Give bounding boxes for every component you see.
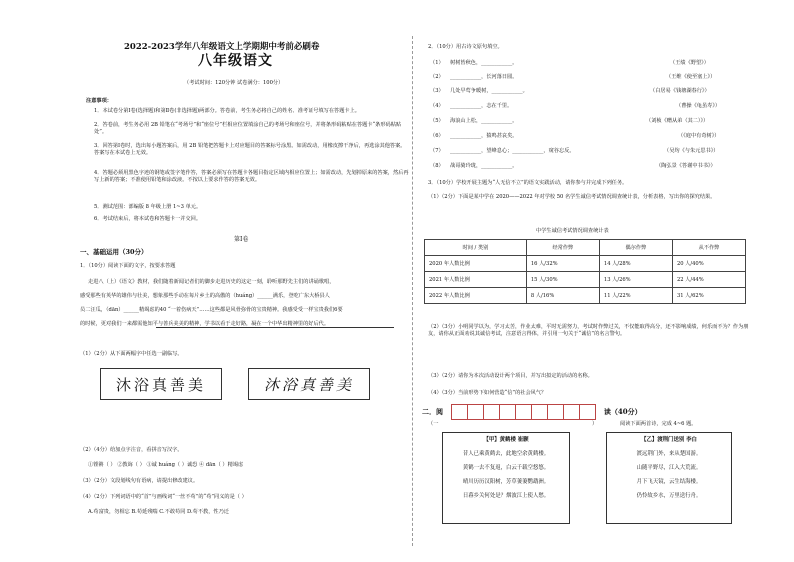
passage-line-2: 感受那些有英华的雄伟与壮美，想象那些手动在每片乡土的高傲的（huáng）______满乐，登吃广东大桥县人: [80, 293, 330, 299]
exam-title: 2022-2023学年八年级语文上学期期中考前必刷卷: [124, 42, 320, 52]
recite-3-label: （3）: [430, 88, 444, 94]
note-4: 4．答题必须用黑色字迹的钢笔或签字笔作答，答案必须写在答题卡各题目指定区域内相应位置上；如需改动，先划掉原来的答案，然后再写上新的答案；不准使用铅笔和涂改液。不按以上要求作答的答案无效。: [94, 170, 409, 183]
question-1-1: （1）（2分）从下面两幅字中任选一副临写。: [80, 351, 183, 357]
poem-b-line: 仍怜故乡水，万里送行舟。: [636, 493, 702, 499]
score-cell: [467, 404, 484, 420]
left-column: [80, 0, 410, 562]
table-row: [425, 288, 746, 304]
recite-6-text: ____________，猿鸣甚哀矣。: [450, 133, 518, 139]
score-cell: [547, 404, 564, 420]
recite-2-source: （王维《使至塞上》）: [666, 74, 716, 80]
survey-table-title: 中学生诚信考试情况调查统计表: [536, 228, 609, 234]
poem-b-line: 月下飞天镜，云生结海楼。: [636, 479, 702, 485]
table-header-row: [425, 240, 746, 256]
poem-a-line: 日暮乡关何处是？烟波江上使人愁。: [462, 493, 550, 499]
poem-b-line: 渡远荆门外，来从楚国游。: [636, 451, 702, 457]
question-3-intro: 3．（10分）学校开展主题为“人无信不立”的语文实践活动，请你参与并完成下列任务。: [428, 180, 628, 186]
table-cell: 2020 年人数比例: [425, 256, 527, 272]
table-cell: 20 人/40%: [672, 256, 745, 272]
table-cell: 16 人/32%: [526, 256, 599, 272]
question-2-intro: 2．（10分）用古诗文原句填空。: [428, 44, 503, 50]
recite-7-text: ____________，望峰息心；____________，窥谷忘反。: [450, 148, 575, 154]
question-1-intro: 1．（10分）阅读下面的文字，按要求答题: [80, 263, 176, 269]
subsection-one-b: ）: [592, 421, 598, 427]
score-cell: [483, 404, 500, 420]
recite-6-source: （《庭中有奇树》）: [678, 133, 720, 139]
score-cell: [499, 404, 516, 420]
recite-4-source: （曹操《龟虽寿》）: [676, 103, 721, 109]
recite-5-source: （刘桢《赠从弟（其二）》）: [646, 118, 709, 124]
question-1-4: （4）（2分）下列词语中的“首”与画线词“一丝不苟”的“苟”同义的是（ ）: [80, 494, 247, 500]
section-two-title: [422, 404, 642, 420]
poem-b-title: 【乙】渡荆门送别 李白: [641, 437, 697, 443]
question-3-3: （3）（2分）请你为本次活动设计两个项目，并写出拟定的活动的名称。: [428, 373, 593, 379]
recite-5-label: （5）: [430, 118, 444, 124]
recite-1-source: （王绩《野望》）: [670, 60, 709, 66]
recite-4-text: ____________，志在千里。: [450, 103, 513, 109]
score-cell: [515, 404, 532, 420]
table-cell: 14 人/28%: [599, 256, 672, 272]
section-one-title: 一、基础运用（30分）: [80, 248, 148, 256]
table-cell: 2021 年人数比例: [425, 272, 527, 288]
question-1-2-items: ①铿锵（ ） ②教诲（ ） ③诚 huáng（ ）诚恐 ④ dān（ ）精竭虑: [88, 462, 244, 468]
score-cell: [531, 404, 548, 420]
table-header-cell: 经常作弊: [526, 240, 599, 256]
recite-6-label: （6）: [430, 133, 444, 139]
poem-a-line: 晴川历历汉阳树，芳草萋萋鹦鹉洲。: [462, 479, 550, 485]
recite-1-text: 树树皆秋色，____________。: [450, 60, 518, 66]
subsection-one-a: （一: [428, 421, 439, 427]
table-cell: 11 人/22%: [599, 288, 672, 304]
reading-instruction: 阅读下面两首诗，完成 4~6 题。: [620, 421, 697, 427]
calligraphy-sample-right: 沐浴真善美: [248, 368, 370, 400]
exam-meta: （考试时间：120分钟 试卷满分：100分）: [184, 80, 284, 86]
question-1-4-options: A.苟富贵，勿相忘 B.苟延残喘 C.不敢苟同 D.苟不教，性乃迁: [88, 509, 229, 515]
table-row: [425, 256, 746, 272]
recite-3-text: 几处早莺争暖树，____________。: [450, 88, 528, 94]
table-cell: 31 人/62%: [672, 288, 745, 304]
poem-a-line: 昔人已乘黄鹤去，此地空余黄鹤楼。: [462, 451, 550, 457]
table-cell: 22 人/44%: [672, 272, 745, 288]
note-2: 2．答卷前，考生务必用 2B 铅笔在“考场号”和“座位号”栏相应位置填涂自己的考场号和座位号，并将条形码粘贴在答题卡“条形码粘贴处”。: [94, 122, 402, 135]
passage-line-4: 的时候，更对我们一来都需他知平与善兵美美的精神，学书以看于走好路，凝在一个中华出精神里的好后代。: [80, 321, 330, 327]
calligraphy-sample-left: 沐浴真善美: [100, 368, 222, 400]
survey-table: [424, 239, 746, 304]
question-1-2: （2）（4分）给加点字注音，看拼音写汉字。: [80, 447, 183, 453]
table-header-cell: 从不作弊: [672, 240, 745, 256]
poem-b-box: [606, 432, 732, 524]
note-3: 3．回答第Ⅰ卷时，选出每小题答案后，用 2B 铅笔把答题卡上对应题目的答案标号涂黑。如需改动，用橡皮擦干净后，再选涂其他答案。答案写在本试卷上无效。: [94, 143, 406, 156]
table-row: [425, 272, 746, 288]
table-cell: 2022 年人数比例: [425, 288, 527, 304]
passage-underline: [156, 327, 394, 328]
score-grid: [451, 404, 595, 420]
table-cell: 13 人/26%: [599, 272, 672, 288]
table-header-cell: 时间 / 类别: [425, 240, 527, 256]
question-3-2: （2）（3分）小明同学以为，学习太苦，作业太难，平时无需努力，考试时作弊过关，不仅能取得高分，还不影响成绩，何乐而不为？作为朋友，请你从正面劝说其诚信考试，注意语言得体，并引用一句关于“诚信”的名言警句。: [428, 324, 749, 337]
poem-b-line: 山随平野尽，江入大荒流。: [636, 465, 702, 471]
passage-line-1: 走进八（上）《语文》教材，我们随着新闻记者们的脚步走进历史的这定一刻，聆听那野先主们的讲诵歌唱，: [88, 279, 335, 285]
recite-4-label: （4）: [430, 103, 444, 109]
recite-2-label: （2）: [430, 74, 444, 80]
question-3-4: （4）（3分）当前形势下如何营造“信”的社会风气？: [428, 390, 547, 396]
score-cell: [579, 404, 596, 420]
poem-a-box: [442, 432, 570, 524]
recite-8-label: （8）: [430, 163, 444, 169]
recite-7-label: （7）: [430, 148, 444, 154]
recite-3-source: （白居易《钱塘湖春行》）: [650, 88, 710, 94]
table-cell: 8 人/16%: [526, 288, 599, 304]
section-two-title-b: 读（40分）: [603, 407, 642, 416]
note-1: 1．本试卷分第Ⅰ卷(选择题)和第Ⅱ卷(非选择题)两部分。答卷前，考生务必将自己的姓名、准考证号填写在答题卡上。: [94, 108, 360, 114]
table-header-cell: 偶尔作弊: [599, 240, 672, 256]
recite-5-text: 海浪山上松，____________。: [450, 118, 518, 124]
part-one-label: 第Ⅰ卷: [234, 236, 249, 243]
recite-1-label: （1）: [430, 60, 444, 66]
recite-7-source: （吴均《与朱元思书》）: [664, 148, 719, 154]
question-1-3: （3）（2分）文段划线句有语病，请提出修改建议。: [80, 478, 199, 484]
column-divider: [412, 36, 413, 546]
table-cell: 15 人/30%: [526, 272, 599, 288]
recite-8-source: （陶弘景《答谢中书书》）: [656, 163, 716, 169]
section-two-title-a: 二．阅: [422, 407, 443, 416]
recite-2-text: ____________，长河落日圆。: [450, 74, 518, 80]
right-column: [420, 0, 750, 562]
passage-line-3: 员二汪瓜，（dān）______精竭虑的40 “一着伤病天”……这些都是风骨弥骨的宝贵精神。我感受受一样宝贵我们6要: [80, 307, 343, 313]
note-6: 6．考试结束后，将本试卷和答题卡一并交回。: [94, 216, 202, 222]
subject-title: 八年级语文: [198, 53, 273, 69]
recite-8-text: 战哥骑玲珑，____________。: [450, 163, 518, 169]
note-5: 5．测试范围：部编版 8 年级上册 1~3 单元。: [94, 204, 202, 210]
score-cell: [451, 404, 468, 420]
poem-a-line: 黄鹤一去不复返，白云千载空悠悠。: [462, 465, 550, 471]
notes-heading: 注意事项：: [86, 98, 112, 104]
poem-a-title: 【甲】黄鹤楼 崔颢: [483, 437, 529, 443]
question-3-1: （1）（2分）下面是某中学在 2020——2022 年对学校 50 名学生诚信考试情况调查统计表，分析表格，写出你的探究结果。: [428, 194, 716, 200]
score-cell: [563, 404, 580, 420]
